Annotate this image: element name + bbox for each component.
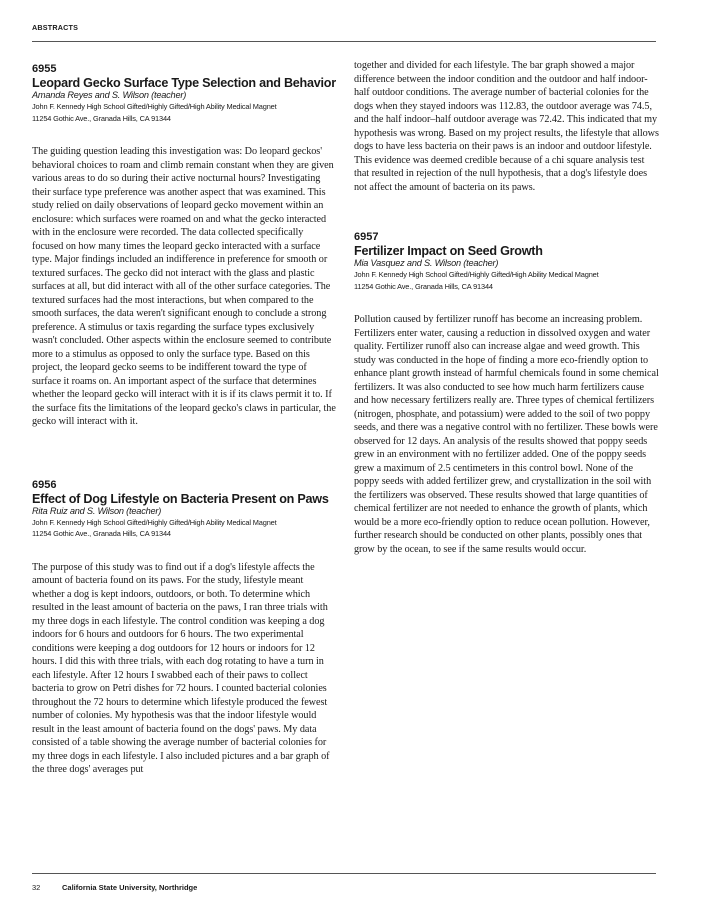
abstract-address: 11254 Gothic Ave., Granada Hills, CA 91344: [32, 529, 171, 539]
footer-rule: [32, 873, 656, 874]
abstract-authors: Amanda Reyes and S. Wilson (teacher): [32, 90, 187, 100]
abstract-title: Leopard Gecko Surface Type Selection and Behavior: [32, 76, 336, 90]
abstract-address: 11254 Gothic Ave., Granada Hills, CA 91344: [32, 113, 171, 123]
abstract-body: Pollution caused by fertilizer runoff has become an increasing problem. Fertilizers enter water, causing a reduction in dissolved oxygen and water quality. Fertilizer runoff also can increase algae and weed growth. This study was conducted in the hope of finding a more eco-friendly option to enhance plant growth instead of harmful chemicals found in some chemical fertilizers. It was also conducted to see how much harm fertilizers cause and how necessary fertilizers really are. Three types of chemical fertilizers (nitrogen, phosphate, and potassium) were added to the soil of two poppy seeds, and there was a negative control with no fertilizer. These bowls were observed for 12 days. An analysis of the results showed that poppy seeds grew in an environment with no fertilizer added. One of the poppy seeds grew a maximum of 2.5 centimeters in this control bowl. None of the poppy seeds with added fertilizer grew, and crystallization in the soil with the fertilizers was observed. These results showed that large quantities of chemical fertilizer are not needed to enhance the growth of plants, which would be a more eco-friendly option to reduce ocean pollution. However, further research should be conducted on other plants, possibly ones that grow by the ocean, to see if the same results would occur.: [354, 314, 659, 555]
abstract-body-continued: together and divided for each lifestyle. The bar graph showed a major difference between the indoor condition and the outdoor and half indoor-half outdoor conditions. The average number of bacterial colonies for the dogs when they stayed indoors was 112.83, the outdoor average was 74.5, and the half indoor–half outdoor average was 72.42. This indicated that my hypothesis was wrong. Based on my project results, the lifestyle that allows dogs to have less bacteria on their paws is an indoor and outdoor lifestyle. This evidence was deemed credible because of a chi square analysis test that resulted in rejection of the null hypothesis, that a dog's lifestyle does not affect the amount of bacteria on its paws.: [354, 60, 659, 193]
left-column: [32, 62, 337, 787]
publication-name: California State University, Northridge: [62, 883, 198, 892]
abstract-body: The guiding question leading this investigation was: Do leopard geckos' behavioral choices to roam and climb remain constant when they are given various areas to do so during their active nocturnal hours? Investigating their surface type preference was another aspect that was examined. This study relied on daily observations of leopard gecko movement within an enclosure: which surfaces were roamed on and what the gecko interacted with in the enclosure were recorded. The data collected specifically focused on how many times the leopard gecko interacted with a surface type. Major findings included an indifference in preference for smooth or textured surfaces. The gecko did not interact with the glass and plastic surfaces at all, but did interact with all of the other surface categories. The textured surfaces had the most interactions, but when compared to the smooth surfaces, the data weren't significant enough to conclude a strong preference. A stimulus or taxis regarding the surface types exclusively wasn't concluded. Other aspects within the enclosure seemed to contribute more to a stimulus as opposed to only the surface type. Based on this project, the leopard gecko seems to be indifferent toward the type of surface it roams on. An important aspect of the surface that determines whether the leopard gecko will interact with it is if its claws permit it to. If the surface fits the limitations of the leopard gecko's claws in particular, the gecko will interact with it.: [32, 146, 336, 427]
abstract-6956: [32, 478, 337, 777]
abstract-address: 11254 Gothic Ave., Granada Hills, CA 91344: [354, 281, 493, 291]
abstract-title: Effect of Dog Lifestyle on Bacteria Present on Paws: [32, 491, 329, 506]
abstract-number: 6957: [354, 231, 379, 243]
right-column: [354, 59, 659, 566]
abstract-authors: Mia Vasquez and S. Wilson (teacher): [354, 258, 499, 268]
abstract-title: Fertilizer Impact on Seed Growth: [354, 244, 543, 258]
abstract-school: John F. Kennedy High School Gifted/Highly Gifted/High Ability Medical Magnet: [354, 270, 599, 279]
page-footer: [32, 883, 197, 892]
abstract-body: The purpose of this study was to find out if a dog's lifestyle affects the amount of bacteria found on its paws. For the study, lifestyle meant whether a dog is kept indoors, outdoors, or both. To determine which resulted in the least amount of bacteria on the paws, I ran three trials with my three dogs in each lifestyle. The control condition was keeping a dog indoors for 6 hours and outdoors for 6 hours. The two experimental conditions were keeping a dog outdoors for 12 hours or indoors for 12 hours. I did this with three trials, with each dog rotating to have a turn in each lifestyle. After 12 hours I swabbed each of their paws to collect bacteria to grow on Petri dishes for 72 hours. I counted bacterial colonies throughout the 72 hours to determine which lifestyle produced the fewest number of colonies. My hypothesis was that the indoor lifestyle would result in the least amount of bacteria found on the dogs' paws. My data consisted of a table showing the average number of bacterial colonies for my three dogs in each lifestyle. I also included pictures and a bar graph of the three dogs' averages put: [32, 561, 330, 776]
abstract-school: John F. Kennedy High School Gifted/Highly Gifted/High Ability Medical Magnet: [32, 102, 277, 111]
abstract-authors: Rita Ruiz and S. Wilson (teacher): [32, 505, 162, 516]
abstract-6955: [32, 62, 337, 429]
abstract-6957: [354, 230, 659, 556]
abstract-number: 6956: [32, 478, 57, 491]
header-rule: [32, 41, 656, 42]
section-header: ABSTRACTS: [32, 23, 79, 32]
page-number: 32: [32, 883, 41, 892]
abstract-school: John F. Kennedy High School Gifted/Highly Gifted/High Ability Medical Magnet: [32, 517, 277, 527]
abstract-number: 6955: [32, 63, 57, 75]
